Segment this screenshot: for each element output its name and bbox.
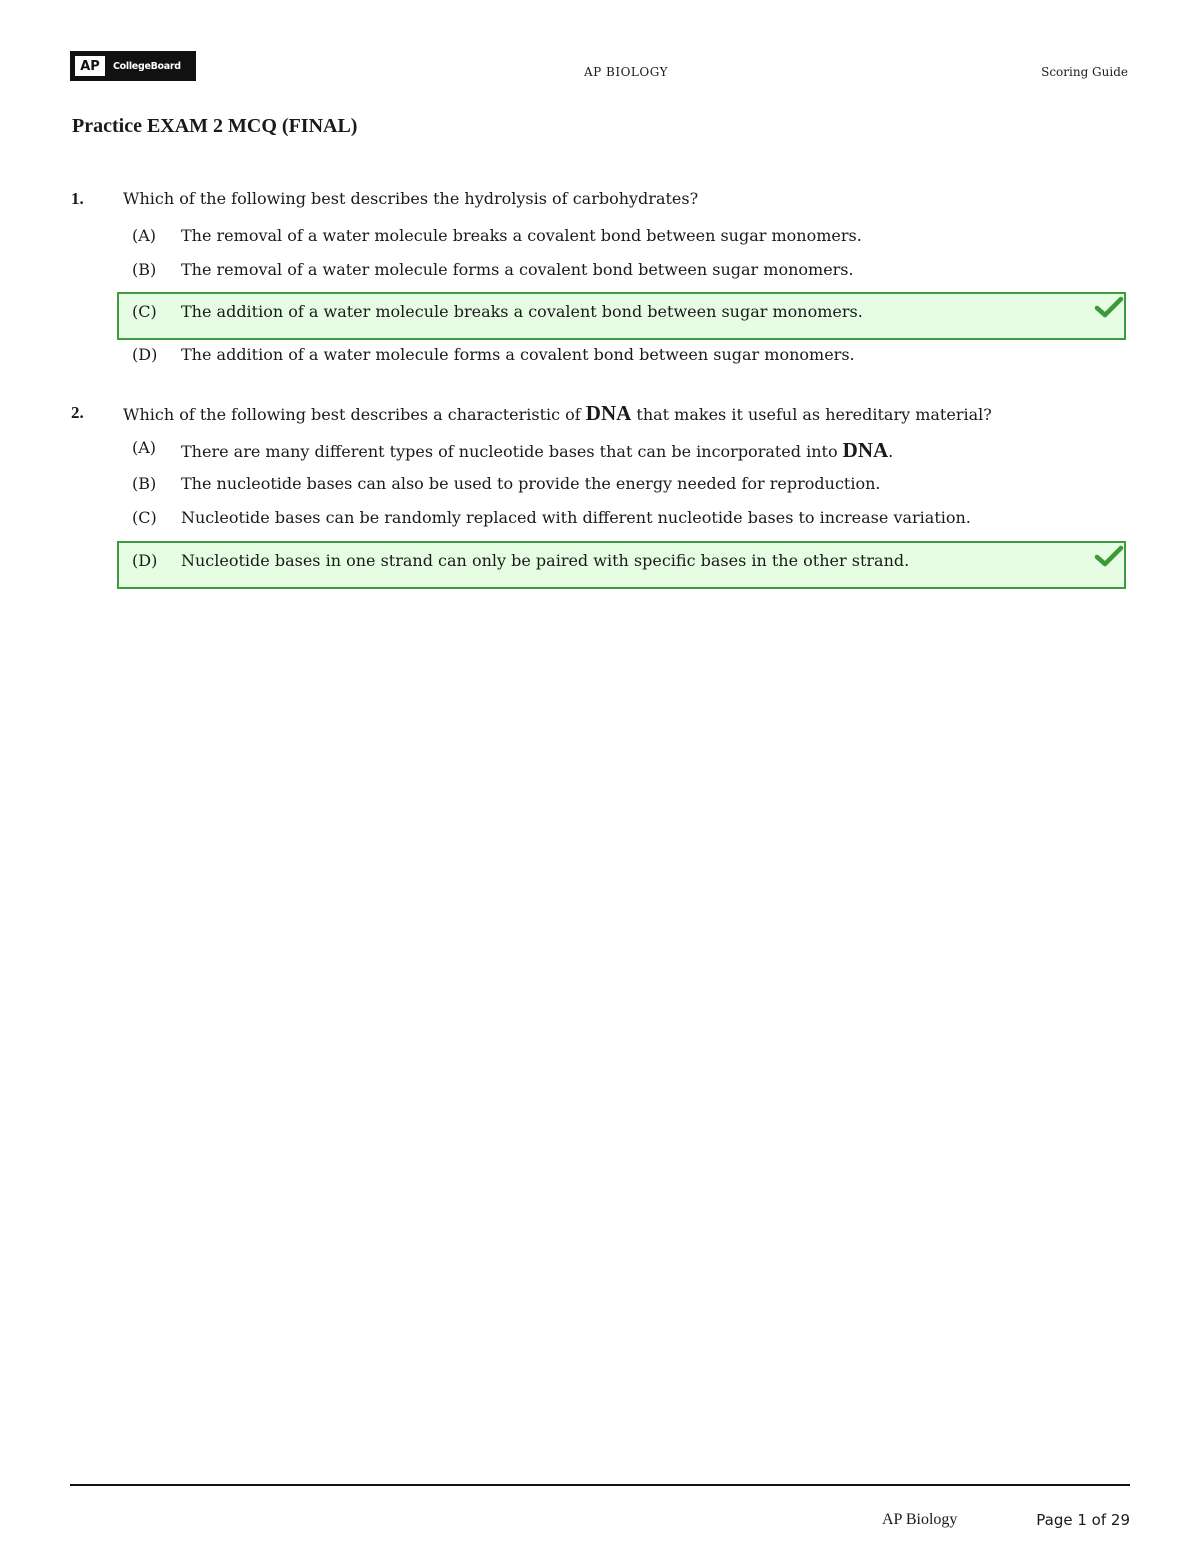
question-2-option-c[interactable] (132, 508, 971, 527)
option-letter: (B) (132, 260, 157, 279)
question-text-part: that makes it useful as hereditary material? (631, 405, 992, 424)
checkmark-icon (1094, 545, 1124, 569)
option-text-part: There are many different types of nucleotide bases that can be incorporated into (181, 442, 843, 461)
question-2-text (123, 401, 992, 426)
question-text-part: Which of the following best describes a characteristic of (123, 405, 586, 424)
option-letter: (D) (132, 551, 158, 570)
option-text: The removal of a water molecule breaks a covalent bond between sugar monomers. (181, 226, 862, 245)
option-letter: (C) (132, 302, 157, 321)
checkmark-icon (1094, 296, 1124, 320)
option-text: Nucleotide bases can be randomly replaced with different nucleotide bases to increase variation. (181, 508, 971, 527)
footer-subject: AP Biology (882, 1511, 958, 1528)
option-letter: (A) (132, 226, 157, 245)
question-2-option-a[interactable] (132, 438, 893, 463)
question-1-number: 1. (71, 189, 84, 208)
option-text: The removal of a water molecule forms a covalent bond between sugar monomers. (181, 260, 854, 279)
logo-ap-mark: AP (75, 56, 105, 76)
option-text (181, 438, 893, 463)
option-text: The addition of a water molecule breaks a covalent bond between sugar monomers. (181, 302, 863, 321)
option-text-dna: DNA (842, 438, 889, 462)
option-letter: (D) (132, 345, 158, 364)
option-letter: (B) (132, 474, 157, 493)
option-letter: (A) (132, 438, 157, 457)
question-1-option-a[interactable] (132, 226, 862, 245)
option-text: The nucleotide bases can also be used to provide the energy needed for reproduction. (181, 474, 881, 493)
header-subject: AP BIOLOGY (583, 65, 669, 79)
option-text: The addition of a water molecule forms a covalent bond between sugar monomers. (181, 345, 855, 364)
question-1-option-b[interactable] (132, 260, 854, 279)
question-2-option-b[interactable] (132, 474, 880, 493)
logo-org-name: CollegeBoard (113, 60, 181, 72)
option-text: Nucleotide bases in one strand can only be paired with specific bases in the other strand. (181, 551, 910, 570)
question-2-option-d[interactable] (132, 551, 909, 570)
option-text-part: . (888, 442, 894, 461)
question-1-text: Which of the following best describes the hydrolysis of carbohydrates? (123, 189, 699, 208)
question-1-option-c[interactable] (132, 302, 863, 321)
footer-divider (70, 1484, 1130, 1486)
option-letter: (C) (132, 508, 157, 527)
question-1-option-d[interactable] (132, 345, 855, 364)
footer-page-number: Page 1 of 29 (1036, 1511, 1130, 1529)
page-title: Practice EXAM 2 MCQ (FINAL) (72, 115, 358, 137)
question-2-number: 2. (71, 403, 84, 422)
question-text-dna: DNA (585, 401, 632, 425)
header-doc-type: Scoring Guide (1041, 65, 1128, 79)
